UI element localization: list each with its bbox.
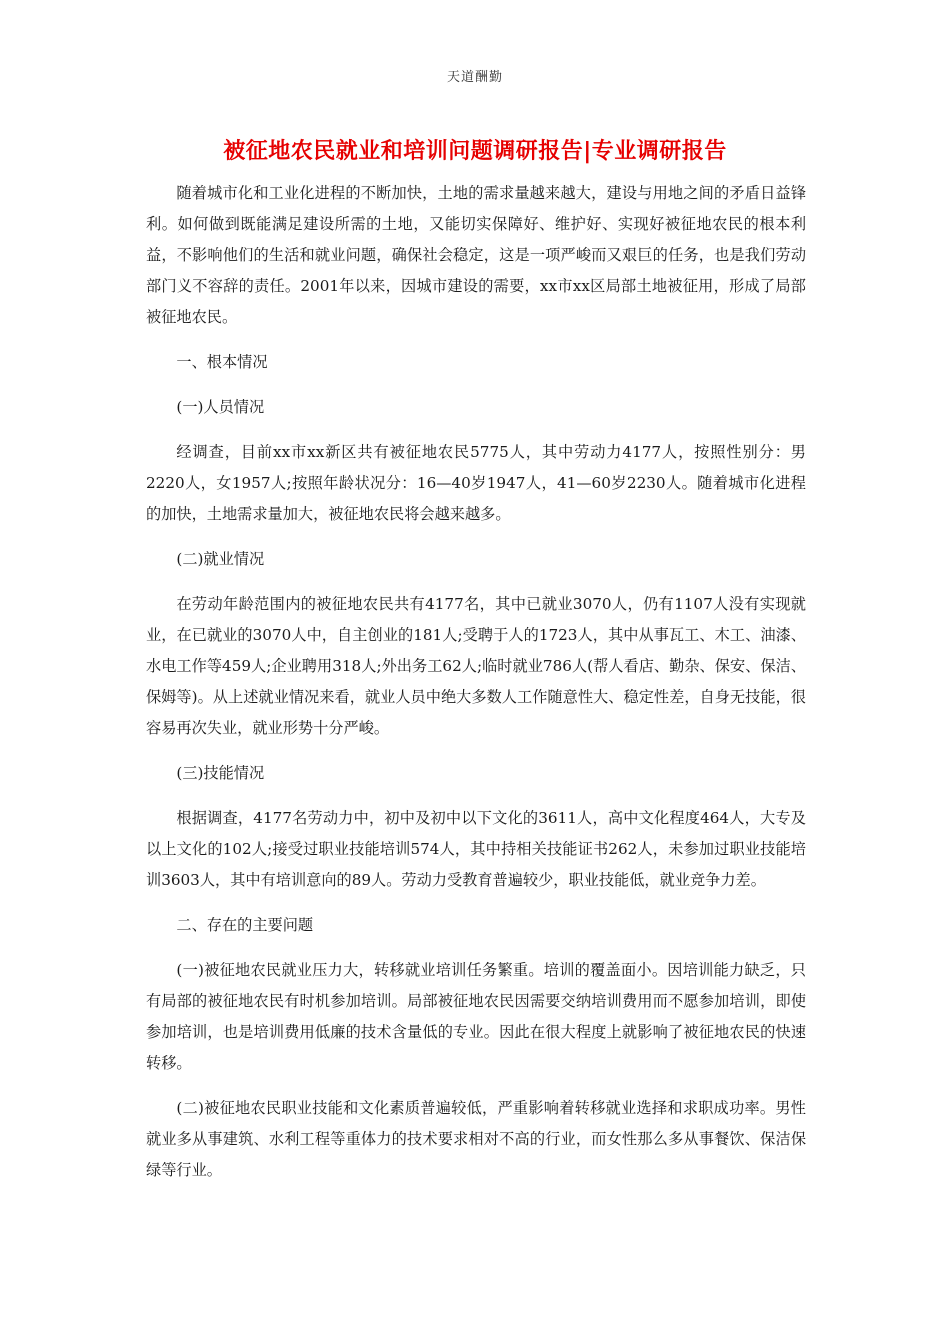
subsection-heading-personnel: (一)人员情况 — [176, 398, 265, 416]
paragraph-employment: 在劳动年龄范围内的被征地农民共有4177名，其中已就业3070人，仍有1107人没有实现就业，在已就业的3070人中，自主创业的181人;受聘于人的1723人，其中从事瓦工、木工、油漆、水电工作等459人;企业聘用318人;外出务工62人;临时就业786人(帮人看店、勤杂、保安、保洁、保姆等)。从上述就业情况来看，就业人员中绝大多数人工作随意性大、稳定性差，自身无技能，很容易再次失业，就业形势十分严峻。 — [146, 595, 806, 737]
paragraph-intro: 随着城市化和工业化进程的不断加快，土地的需求量越来越大，建设与用地之间的矛盾日益锋利。如何做到既能满足建设所需的土地，又能切实保障好、维护好、实现好被征地农民的根本利益，不影响他们的生活和就业问题，确保社会稳定，这是一项严峻而又艰巨的任务，也是我们劳动部门义不容辞的责任。2001年以来，因城市建设的需要，xx市xx区局部土地被征用，形成了局部被征地农民。 — [146, 184, 806, 326]
paragraph-problem-1: (一)被征地农民就业压力大，转移就业培训任务繁重。培训的覆盖面小。因培训能力缺乏，只有局部的被征地农民有时机参加培训。局部被征地农民因需要交纳培训费用而不愿参加培训，即使参加培训，也是培训费用低廉的技术含量低的专业。因此在很大程度上就影响了被征地农民的快速转移。 — [146, 961, 806, 1072]
paragraph-personnel: 经调查，目前xx市xx新区共有被征地农民5775人，其中劳动力4177人，按照性别分：男2220人，女1957人;按照年龄状况分：16—40岁1947人，41—60岁2230人。随着城市化进程的加快，土地需求量加大，被征地农民将会越来越多。 — [146, 443, 806, 523]
subsection-heading-employment: (二)就业情况 — [176, 550, 265, 568]
subsection-heading-skills: (三)技能情况 — [176, 764, 265, 782]
document-title: 被征地农民就业和培训问题调研报告|专业调研报告 — [223, 139, 727, 164]
page-header: 天道酬勤 — [446, 70, 503, 85]
section-heading-basic: 一、根本情况 — [176, 353, 268, 371]
section-heading-problems: 二、存在的主要问题 — [176, 916, 314, 934]
paragraph-skills: 根据调查，4177名劳动力中，初中及初中以下文化的3611人，高中文化程度464人，大专及以上文化的102人;接受过职业技能培训574人，其中持相关技能证书262人，未参加过职业技能培训3603人，其中有培训意向的89人。劳动力受教育普遍较少，职业技能低，就业竞争力差。 — [146, 809, 806, 889]
document-body — [146, 178, 806, 1200]
paragraph-problem-2: (二)被征地农民职业技能和文化素质普遍较低，严重影响着转移就业选择和求职成功率。男性就业多从事建筑、水利工程等重体力的技术要求相对不高的行业，而女性那么多从事餐饮、保洁保绿等行业。 — [146, 1099, 806, 1179]
